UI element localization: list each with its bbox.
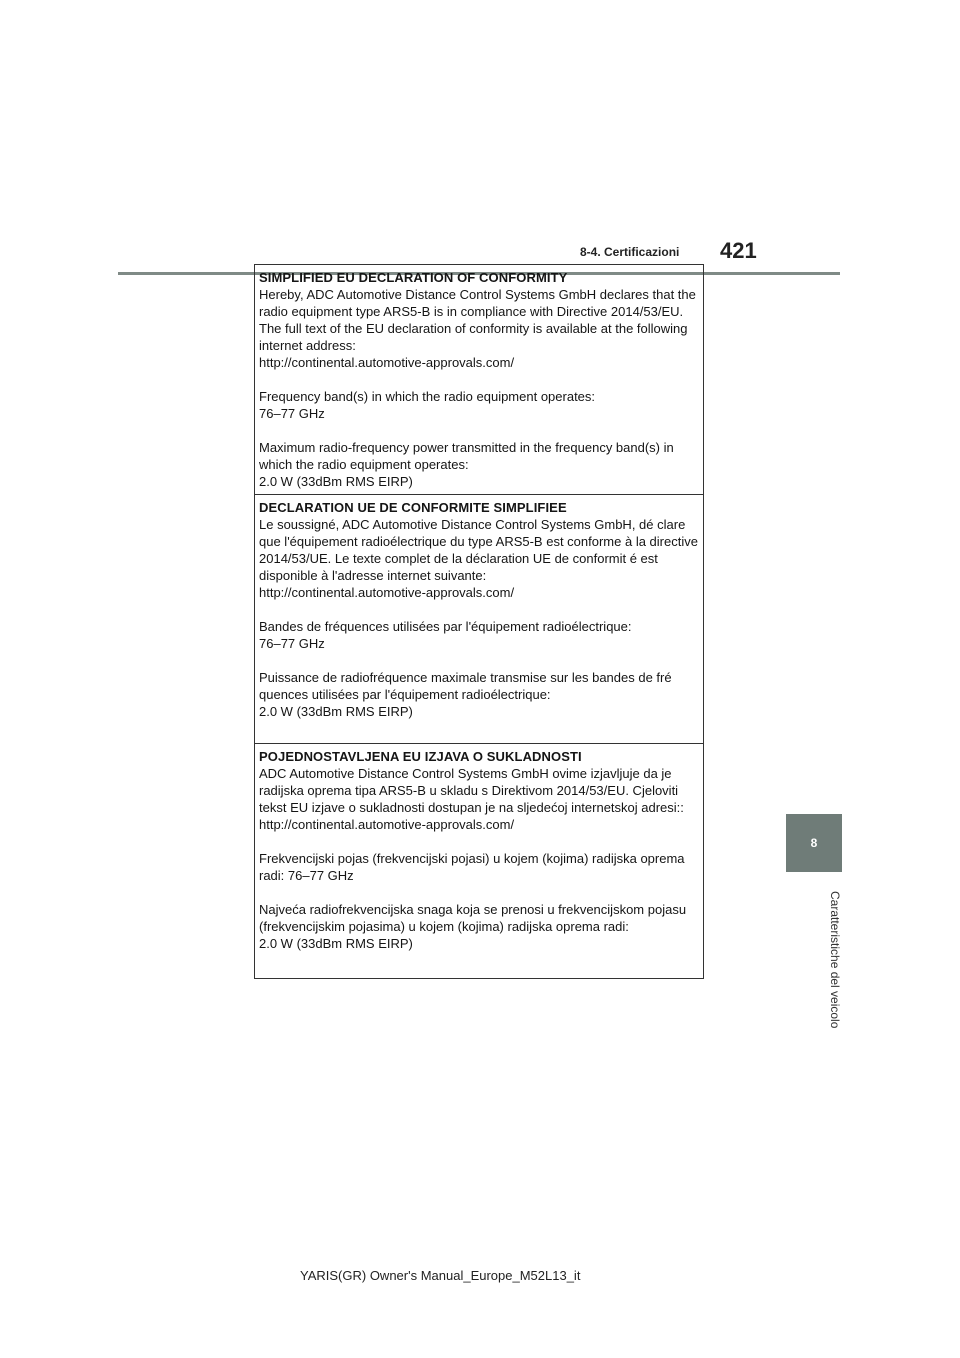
declaration-url: http://continental.automotive-approvals.com/	[259, 585, 515, 600]
power-value: 2.0 W (33dBm RMS EIRP)	[259, 474, 413, 489]
power-label: Maximum radio-frequency power transmitted in the frequency band(s) in which the radio equipment operates:	[259, 440, 674, 472]
declaration-en	[254, 264, 704, 496]
power-value: 2.0 W (33dBm RMS EIRP)	[259, 704, 413, 719]
declaration-title: SIMPLIFIED EU DECLARATION OF CONFORMITY	[259, 270, 568, 285]
declaration-body: Le soussigné, ADC Automotive Distance Control Systems GmbH, dé clare que l'équipement radioélectrique du type ARS5-B est conforme à la directive 2014/53/UE. Le texte complet de la déclaration UE de conformit é est disponible à l'adresse internet suivante:	[259, 517, 698, 583]
power-value: 2.0 W (33dBm RMS EIRP)	[259, 936, 413, 951]
frequency-value: 76–77 GHz	[259, 406, 325, 421]
page-number: 421	[720, 238, 757, 263]
declaration-title: POJEDNOSTAVLJENA EU IZJAVA O SUKLADNOSTI	[259, 749, 582, 764]
footer-text: YARIS(GR) Owner's Manual_Europe_M52L13_it	[300, 1268, 581, 1283]
power-label: Puissance de radiofréquence maximale transmise sur les bandes de fré quences utilisées par l'équipement radioélectrique:	[259, 670, 672, 702]
declaration-url: http://continental.automotive-approvals.com/	[259, 355, 515, 370]
frequency-label: Frequency band(s) in which the radio equipment operates:	[259, 389, 596, 404]
chapter-label: Caratteristiche del veicolo	[828, 891, 842, 1029]
declaration-fr	[254, 494, 704, 743]
declaration-hr	[254, 743, 704, 979]
power-label: Najveća radiofrekvencijska snaga koja se prenosi u frekvencijskom pojasu (frekvencijskim pojasima) u kojem (kojima) radijska oprema radi:	[259, 902, 687, 934]
frequency-label: Frekvencijski pojas (frekvencijski pojasi) u kojem (kojima) radijska oprema radi: 76–77 GHz	[259, 851, 685, 883]
declaration-body: Hereby, ADC Automotive Distance Control Systems GmbH declares that the radio equipment type ARS5-B is in compliance with Directive 2014/53/EU. The full text of the EU declaration of conformity is available at the following internet address:	[259, 287, 696, 353]
chapter-number: 8	[810, 836, 818, 850]
chapter-tab[interactable]	[786, 814, 842, 872]
declaration-body: ADC Automotive Distance Control Systems GmbH ovime izjavljuje da je radijska oprema tipa ARS5-B u skladu s Direktivom 2014/53/EU. Cjeloviti tekst EU izjave o sukladnosti dostupan je na sljedećoj internetskoj adresi::	[259, 766, 684, 815]
frequency-value: 76–77 GHz	[259, 636, 325, 651]
declaration-url: http://continental.automotive-approvals.com/	[259, 817, 515, 832]
section-title: 8-4. Certificazioni	[580, 245, 680, 259]
declaration-title: DECLARATION UE DE CONFORMITE SIMPLIFIEE	[259, 500, 567, 515]
frequency-label: Bandes de fréquences utilisées par l'équipement radioélectrique:	[259, 619, 632, 634]
